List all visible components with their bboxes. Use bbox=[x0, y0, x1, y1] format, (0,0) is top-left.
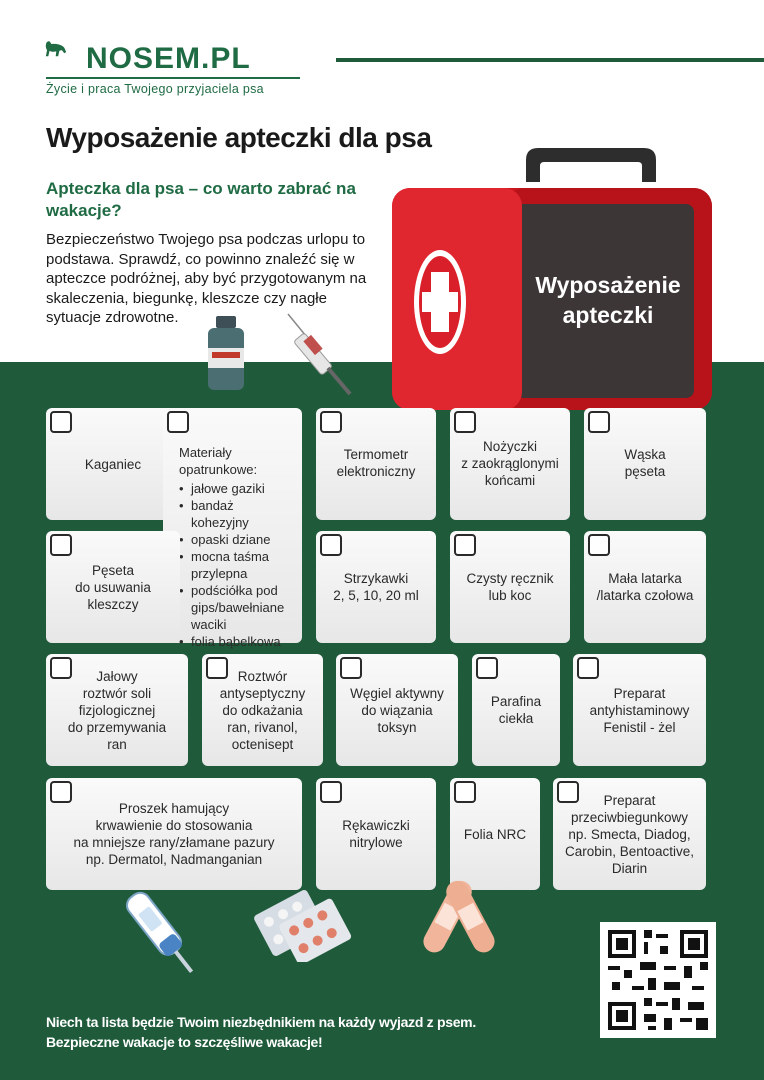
item-label: Proszek hamujący krwawienie do stosowania na mniejsze rany/złamane pazury np. Dermatol, Nadmanganian bbox=[73, 801, 275, 867]
item-label: Parafina ciekła bbox=[490, 694, 542, 726]
page-title: Wyposażenie apteczki dla psa bbox=[46, 122, 432, 153]
checkbox[interactable] bbox=[320, 411, 342, 433]
checklist-item-recznik bbox=[450, 531, 570, 643]
footer-text bbox=[46, 1012, 476, 1052]
footer-line-2: Bezpieczne wakacje to szczęśliwe wakacje! bbox=[46, 1034, 323, 1050]
checklist-item-peseta-kleszcze bbox=[46, 531, 180, 643]
list-item: • folia bąbelkowa bbox=[189, 633, 292, 650]
materials-list bbox=[179, 480, 292, 650]
brand-name: NOSEM.PL bbox=[86, 42, 251, 75]
checklist-item-proszek bbox=[46, 778, 302, 890]
list-item: • podściółka pod gips/bawełniane waciki bbox=[189, 582, 292, 633]
list-item: • opaski dziane bbox=[189, 531, 292, 548]
item-label: Nożyczki z zaokrąglonymi końcami bbox=[461, 439, 559, 488]
checkbox[interactable] bbox=[320, 781, 342, 803]
list-item: • mocna taśma przylepna bbox=[189, 548, 292, 582]
checklist-item-wegiel bbox=[336, 654, 458, 766]
brand-tagline: Życie i praca Twojego przyjaciela psa bbox=[46, 82, 264, 96]
checklist-item-parafina bbox=[472, 654, 560, 766]
checklist-item-kaganiec bbox=[46, 408, 180, 520]
checklist-item-strzykawki bbox=[316, 531, 436, 643]
checklist-item-waska-peseta bbox=[584, 408, 706, 520]
checkbox[interactable] bbox=[588, 534, 610, 556]
item-label: Termometr elektroniczny bbox=[336, 447, 416, 479]
checkbox[interactable] bbox=[454, 411, 476, 433]
bandage-plaster-icon bbox=[408, 872, 508, 964]
checkbox[interactable] bbox=[557, 781, 579, 803]
checklist-item-przeciwbiegunkowy bbox=[553, 778, 706, 890]
item-label: Roztwór antyseptyczny do odkażania ran, rivanol, octenisept bbox=[219, 668, 306, 752]
item-label: Pęseta do usuwania kleszczy bbox=[75, 562, 151, 612]
checklist-item-antyseptyczny bbox=[202, 654, 323, 766]
checkbox[interactable] bbox=[167, 411, 189, 433]
checklist-item-latarka bbox=[584, 531, 706, 643]
footer-line-1: Niech ta lista będzie Twoim niezbędnikiem na każdy wyjazd z psem. bbox=[46, 1014, 476, 1030]
intro-text: Bezpieczeństwo Twojego psa podczas urlopu to podstawa. Sprawdź, co powinno znaleźć się w apteczce podróżnej, aby być przygotowanym na skaleczenia, biegunkę, kleszcze czy nagłe sytuacje zdrowotne. bbox=[46, 231, 367, 326]
item-label: Czysty ręcznik lub koc bbox=[466, 571, 554, 603]
checkbox[interactable] bbox=[206, 657, 228, 679]
item-label: Rękawiczki nitrylowe bbox=[342, 818, 410, 850]
checkbox[interactable] bbox=[577, 657, 599, 679]
checkbox[interactable] bbox=[50, 534, 72, 556]
checkbox[interactable] bbox=[50, 781, 72, 803]
checklist-item-antyhistaminowy bbox=[573, 654, 706, 766]
checklist-item-termometr bbox=[316, 408, 436, 520]
checklist-item-nozyczki bbox=[450, 408, 570, 520]
page-subtitle: Apteczka dla psa – co warto zabrać na wakacje? bbox=[46, 179, 356, 220]
item-label: Preparat przeciwbiegunkowy np. Smecta, Diadog, Carobin, Bentoactive, Diarin bbox=[564, 792, 695, 876]
item-label: Węgiel aktywny do wiązania toksyn bbox=[350, 685, 444, 735]
checklist-item-sol-fizjologiczna bbox=[46, 654, 188, 766]
syringe-icon bbox=[284, 310, 360, 402]
item-label: Preparat antyhistaminowy Fenistil - żel bbox=[589, 685, 690, 735]
checkbox[interactable] bbox=[340, 657, 362, 679]
list-item: • bandaż kohezyjny bbox=[189, 497, 292, 531]
checkbox[interactable] bbox=[476, 657, 498, 679]
header-rule bbox=[336, 58, 764, 62]
checkbox[interactable] bbox=[588, 411, 610, 433]
checkbox[interactable] bbox=[454, 781, 476, 803]
checklist-item-materialy bbox=[163, 408, 302, 649]
item-label: Wąska pęseta bbox=[624, 447, 666, 479]
materials-title: Materiały opatrunkowe: bbox=[179, 445, 258, 477]
item-label: Kaganiec bbox=[84, 456, 142, 472]
pills-blister-icon bbox=[252, 880, 352, 962]
kit-label: Wyposażenie apteczki bbox=[535, 272, 681, 328]
checkbox[interactable] bbox=[50, 657, 72, 679]
logo-divider bbox=[46, 77, 300, 79]
medicine-bottle-icon bbox=[204, 314, 248, 394]
thermometer-icon bbox=[112, 882, 212, 986]
list-item: • jałowe gaziki bbox=[189, 480, 292, 497]
item-label: Mała latarka /latarka czołowa bbox=[596, 571, 694, 603]
item-label: Strzykawki 2, 5, 10, 20 ml bbox=[333, 571, 419, 603]
item-label: Jałowy roztwór soli fizjologicznej do przemywania ran bbox=[67, 668, 167, 752]
checkbox[interactable] bbox=[454, 534, 476, 556]
checkbox[interactable] bbox=[50, 411, 72, 433]
item-label: Folia NRC bbox=[463, 826, 527, 842]
checkbox[interactable] bbox=[320, 534, 342, 556]
qr-code-icon bbox=[600, 922, 716, 1038]
